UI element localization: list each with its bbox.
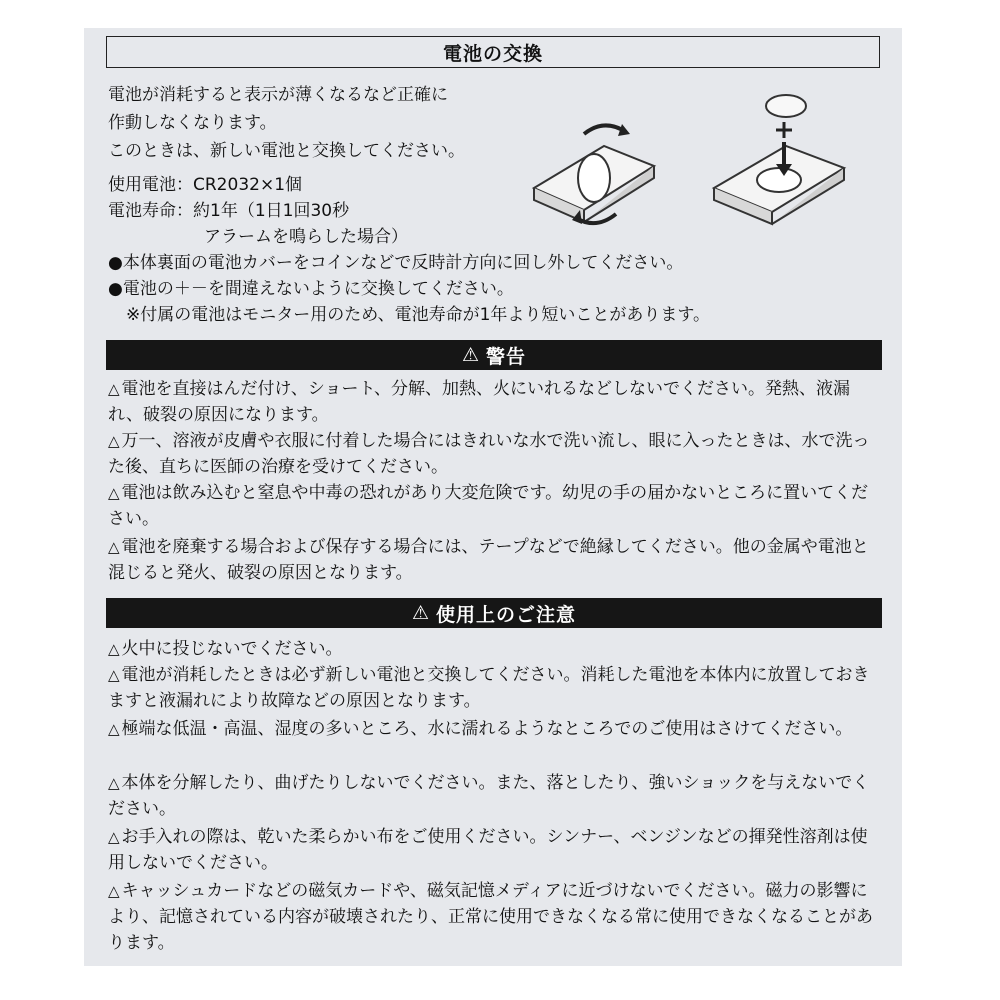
battery-spec-life-cont: アラームを鳴らした場合） — [204, 227, 408, 247]
warning-item-1-text: 電池を直接はんだ付け、ショート、分解、加熱、火にいれるなどしないでください。発熱、液漏れ、破裂の原因になります。 — [108, 379, 850, 425]
caution-triangle-icon: △ — [108, 666, 120, 684]
warning-item-3 — [108, 480, 878, 532]
caution-triangle-icon: △ — [108, 720, 120, 738]
battery-intro-line-1: 電池が消耗すると表示が薄くなるなど正確に — [108, 85, 448, 105]
battery-intro-line-2: 作動しなくなります。 — [108, 113, 277, 133]
caution-item-5-text: お手入れの際は、乾いた柔らかい布をご使用ください。シンナー、ベンジンなどの揮発性溶剤は使用しないでください。 — [108, 827, 868, 873]
warning-item-2-text: 万一、溶液が皮膚や衣服に付着した場合にはきれいな水で洗い流し、眼に入ったときは、水で洗った後、直ちに医師の治療を受けてください。 — [108, 431, 870, 477]
warning-triangle-icon: ⚠ — [411, 602, 431, 624]
battery-spec-type: 使用電池：CR2032×1個 — [108, 175, 303, 195]
caution-item-1-text: 火中に投じないでください。 — [121, 639, 343, 659]
caution-item-6 — [108, 878, 878, 956]
battery-replacement-illustration — [524, 88, 884, 278]
caution-title: 使用上のご注意 — [436, 603, 577, 626]
caution-triangle-icon: △ — [108, 380, 120, 398]
warning-item-4-text: 電池を廃棄する場合および保存する場合には、テープなどで絶縁してください。他の金属や電池と混じると発火、破裂の原因となります。 — [108, 537, 869, 583]
caution-item-5 — [108, 824, 878, 876]
warning-header — [106, 340, 882, 370]
caution-triangle-icon: △ — [108, 432, 120, 450]
caution-triangle-icon: △ — [108, 484, 120, 502]
instruction-sheet — [84, 28, 902, 966]
caution-triangle-icon: △ — [108, 882, 120, 900]
caution-item-1 — [108, 636, 878, 662]
battery-bullet-1: ●本体裏面の電池カバーをコインなどで反時計方向に回し外してください。 — [108, 253, 684, 273]
warning-item-1 — [108, 376, 878, 428]
battery-intro-line-3: このときは、新しい電池と交換してください。 — [108, 141, 465, 161]
caution-triangle-icon: △ — [108, 640, 120, 658]
battery-title-text: 電池の交換 — [442, 42, 543, 65]
insert-battery-icon — [714, 95, 844, 224]
battery-bullet-2: ●電池の＋－を間違えないように交換してください。 — [108, 279, 514, 299]
warning-triangle-icon: ⚠ — [461, 344, 481, 366]
caution-triangle-icon: △ — [108, 828, 120, 846]
battery-section-title — [106, 36, 880, 68]
caution-triangle-icon: △ — [108, 774, 120, 792]
rotate-cover-icon — [534, 124, 654, 224]
caution-item-3 — [108, 716, 878, 742]
battery-spec-life: 電池寿命：約1年（1日1回30秒 — [108, 201, 350, 221]
caution-triangle-icon: △ — [108, 538, 120, 556]
caution-item-2 — [108, 662, 878, 714]
caution-item-4-text: 本体を分解したり、曲げたりしないでください。また、落としたり、強いショックを与えないでください。 — [108, 773, 870, 819]
caution-header — [106, 598, 882, 628]
caution-item-3-text: 極端な低温・高温、湿度の多いところ、水に濡れるようなところでのご使用はさけてください。 — [121, 719, 853, 739]
caution-item-2-text: 電池が消耗したときは必ず新しい電池と交換してください。消耗した電池を本体内に放置しておきますと液漏れにより故障などの原因となります。 — [108, 665, 870, 711]
warning-title: 警告 — [486, 345, 527, 368]
warning-item-2 — [108, 428, 878, 480]
caution-item-4 — [108, 770, 878, 822]
warning-item-3-text: 電池は飲み込むと窒息や中毒の恐れがあり大変危険です。幼児の手の届かないところに置いてください。 — [108, 483, 869, 529]
battery-note: ※付属の電池はモニター用のため、電池寿命が1年より短いことがあります。 — [126, 305, 711, 325]
warning-item-4 — [108, 534, 878, 586]
caution-item-6-text: キャッシュカードなどの磁気カードや、磁気記憶メディアに近づけないでください。磁力の影響により、記憶されている内容が破壊されたり、正常に使用できなくなる常に使用できなくなることがあります。 — [108, 881, 873, 953]
